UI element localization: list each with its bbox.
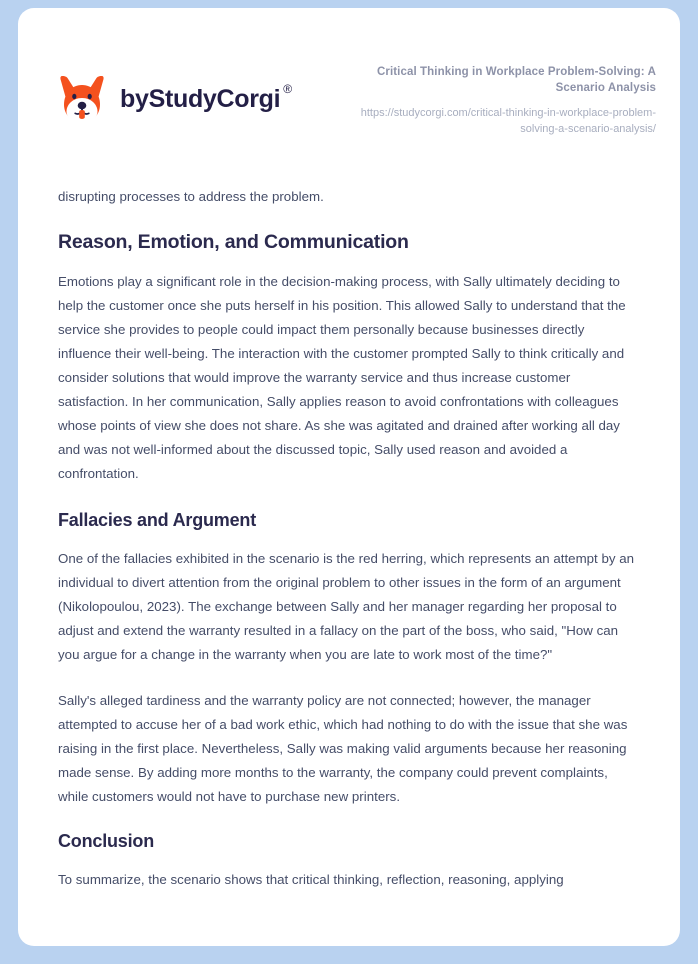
brand-name: StudyCorgi [148, 84, 281, 113]
brand-prefix: by [120, 84, 149, 113]
document-url[interactable]: https://studycorgi.com/critical-thinking-in-workplace-problem-solving-a-scenario-analysis/ [360, 106, 656, 135]
paragraph-fallacies-1: One of the fallacies exhibited in the scenario is the red herring, which represents an attempt by an individual to divert attention from the original problem to other issues in the form of an argument (Nikolopoulou, 2023). The exchange between Sally and her manager regarding her proposal to adjust and extend the warranty resulted in a fallacy on the part of the boss, who said, "How can you argue for a change in the warranty when you are late to work most of the time?" [58, 550, 635, 662]
document-meta [336, 60, 656, 138]
document-body [18, 185, 680, 892]
corgi-logo-icon [58, 74, 106, 124]
section-heading-conclusion: Conclusion [58, 830, 154, 851]
paragraph-reason-emotion-1: Emotions play a significant role in the decision-making process, with Sally ultimately deciding to help the customer once she puts herself in his position. This allowed Sally to understand that the service she provides to people could impact them personally because businesses directly influence their well-being. The interaction with the customer prompted Sally to think critically and consider solutions that would improve the warranty service and thus increase customer satisfaction. In her communication, Sally applies reason to avoid confrontations with colleagues whose points of view she does not share. As she was agitated and drained after working all day and was not well-informed about the discussed topic, Sally used reason and avoided a confrontation. [58, 273, 626, 481]
section-heading-fallacies-and-argument: Fallacies and Argument [58, 509, 256, 530]
intro-fragment-paragraph: disrupting processes to address the problem. [58, 188, 324, 204]
paragraph-fallacies-2: Sally's alleged tardiness and the warranty policy are not connected; however, the manager attempted to accuse her of a bad work ethic, which had nothing to do with the issue that she was raising in the first place. Nevertheless, Sally was making valid arguments because her reasoning made sense. By adding more months to the warranty, the company could prevent complaints, while customers would not have to purchase new printers. [58, 692, 628, 804]
brand-logo-block [58, 60, 292, 124]
section-heading-reason-emotion-communication: Reason, Emotion, and Communication [58, 230, 409, 253]
registered-trademark-icon: ® [283, 81, 292, 96]
document-page [18, 8, 680, 946]
paragraph-conclusion-1: To summarize, the scenario shows that critical thinking, reflection, reasoning, applying [58, 871, 564, 887]
document-header [18, 8, 680, 138]
document-title: Critical Thinking in Workplace Problem-Solving: A Scenario Analysis [376, 66, 656, 95]
brand-wordmark [120, 81, 292, 113]
